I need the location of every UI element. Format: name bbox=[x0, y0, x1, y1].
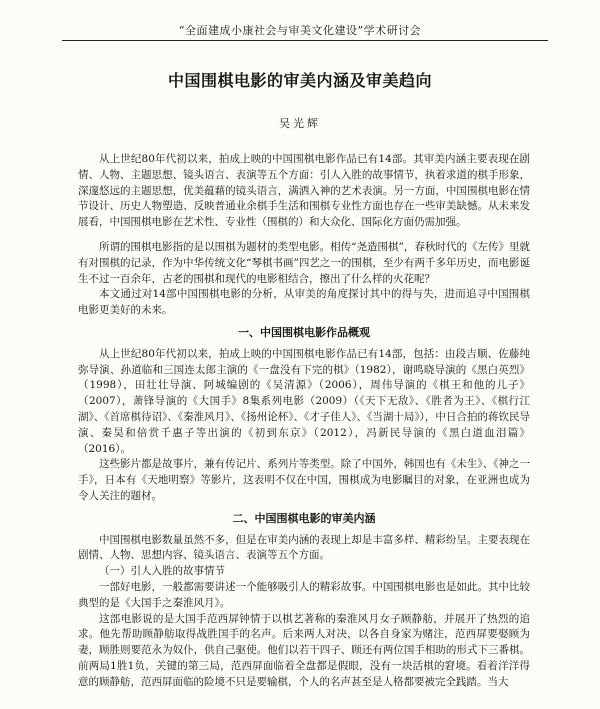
section-heading: 一、中国围棋电影作品概观 bbox=[238, 325, 370, 339]
intro-paragraph: 所谓的围棋电影指的是以围棋为题材的类型电影。相传“尧造围棋”，春秋时代的《左传》里就有对围棋的记录，作为中华传统文化“琴棋书画”四艺之一的围棋，至少有两千多年历史，而电影诞生不过一百余年，古老的围棋和现代的电影相结合，擦出了什么样的火花呢？ bbox=[78, 240, 530, 285]
section-paragraph: 这些影片都是故事片，兼有传记片、系列片等类型。除了中国外，韩国也有《未生》、《神之一手》，日本有《天地明察》等影片，这表明不仅在中国，围棋成为电影瞩目的对象，在亚洲也成为令人关注的题材。 bbox=[78, 458, 530, 502]
article-author: 吴光辉 bbox=[279, 117, 321, 130]
article-title: 中国围棋电影的审美内涵及审美趋向 bbox=[167, 71, 432, 90]
intro-paragraph: 本文通过对14部中国围棋电影的分析，从审美的角度探讨其中的得与失，进而追寻中国围棋电影更美好的未来。 bbox=[78, 288, 530, 317]
section-paragraph: 这部电影说的是大国手范西屏钟情于以棋艺著称的秦淮风月女子顾静舫，并展开了热烈的追求。他先帮助顾静舫取得战胜国手的名声。后来两人对决，以各自身家为赌注，范西屏要娶顾为妻，顾胜则要范永为奴仆，供自己驱使。他们以若干四子、顾还有两位国手相助的形式下三番棋。前两局1胜1负，关键的第三局，范西屏面临着全盘都是假眼，没有一块活棋的窘境。看着洋洋得意的顾静舫，范西屏面临的险境不只是要输棋，个人的名声甚至是人格都要被完全践踏。当大 bbox=[78, 612, 530, 688]
section-paragraph: 一部好电影，一般都需要讲述一个能够吸引人的精彩故事。中国围棋电影也是如此。其中比较典型的是《大国手之秦淮风月》。 bbox=[78, 580, 530, 609]
section-paragraph: 中国围棋电影数量虽然不多，但是在审美内涵的表现上却是丰富多样、精彩纷呈。主要表现在剧情、人物、思想内容、镜头语言、表演等五个方面。 bbox=[78, 533, 530, 562]
abstract-paragraph: 从上世纪80年代初以来，拍成上映的中国围棋电影作品已有14部。其审美内涵主要表现在剧情、人物、主题思想、镜头语言、表演等五个方面：引人入胜的故事情节，执着求道的棋手形象，深邃悠远的主题思想，优美蕴藉的镜头语言，满洒入神的艺术表演。另一方面，中国围棋电影在情节设计、历史人物塑造、反映普通业余棋手生活和围棋专业性方面也存在一些审美缺憾。从未来发展看，中国围棋电影在艺术性、专业性（围棋的）和大众化、国际化方面仍需加强。 bbox=[78, 153, 530, 229]
running-header: “全面建成小康社会与审美文化建设”学术研讨会 bbox=[178, 24, 422, 37]
section-heading: 二、中国围棋电影的审美内涵 bbox=[232, 511, 376, 525]
section-paragraph: 从上世纪80年代初以来，拍成上映的中国围棋电影作品已有14部，包括：由段吉顺、佐藤纯弥导演、孙道临和三国连太郎主演的《一盘没有下完的棋》（1982），谢鸣晓导演的《黑白英烈》（1998），田壮壮导演、阿城编剧的《吴清源》（2006），周伟导演的《棋王和他的儿子》（2007），萧锋导演的《大国手》8集系列电影（2009）（《天下无敌》、《胜者为王》、《棋行江湖》、《首席棋待诏》、《秦淮风月》、《扬州论杯》、《才子佳人》、《当湖十局》），中日合拍的蒋钦民导演、秦昊和倍赏千惠子等出演的《初到东京》（2012），冯新民导演的《黑白道血泪篇》（2016）。 bbox=[78, 347, 530, 455]
header-rule bbox=[62, 40, 548, 41]
article-body bbox=[78, 152, 530, 691]
subsection-heading: （一）引人入胜的故事情节 bbox=[99, 565, 225, 578]
